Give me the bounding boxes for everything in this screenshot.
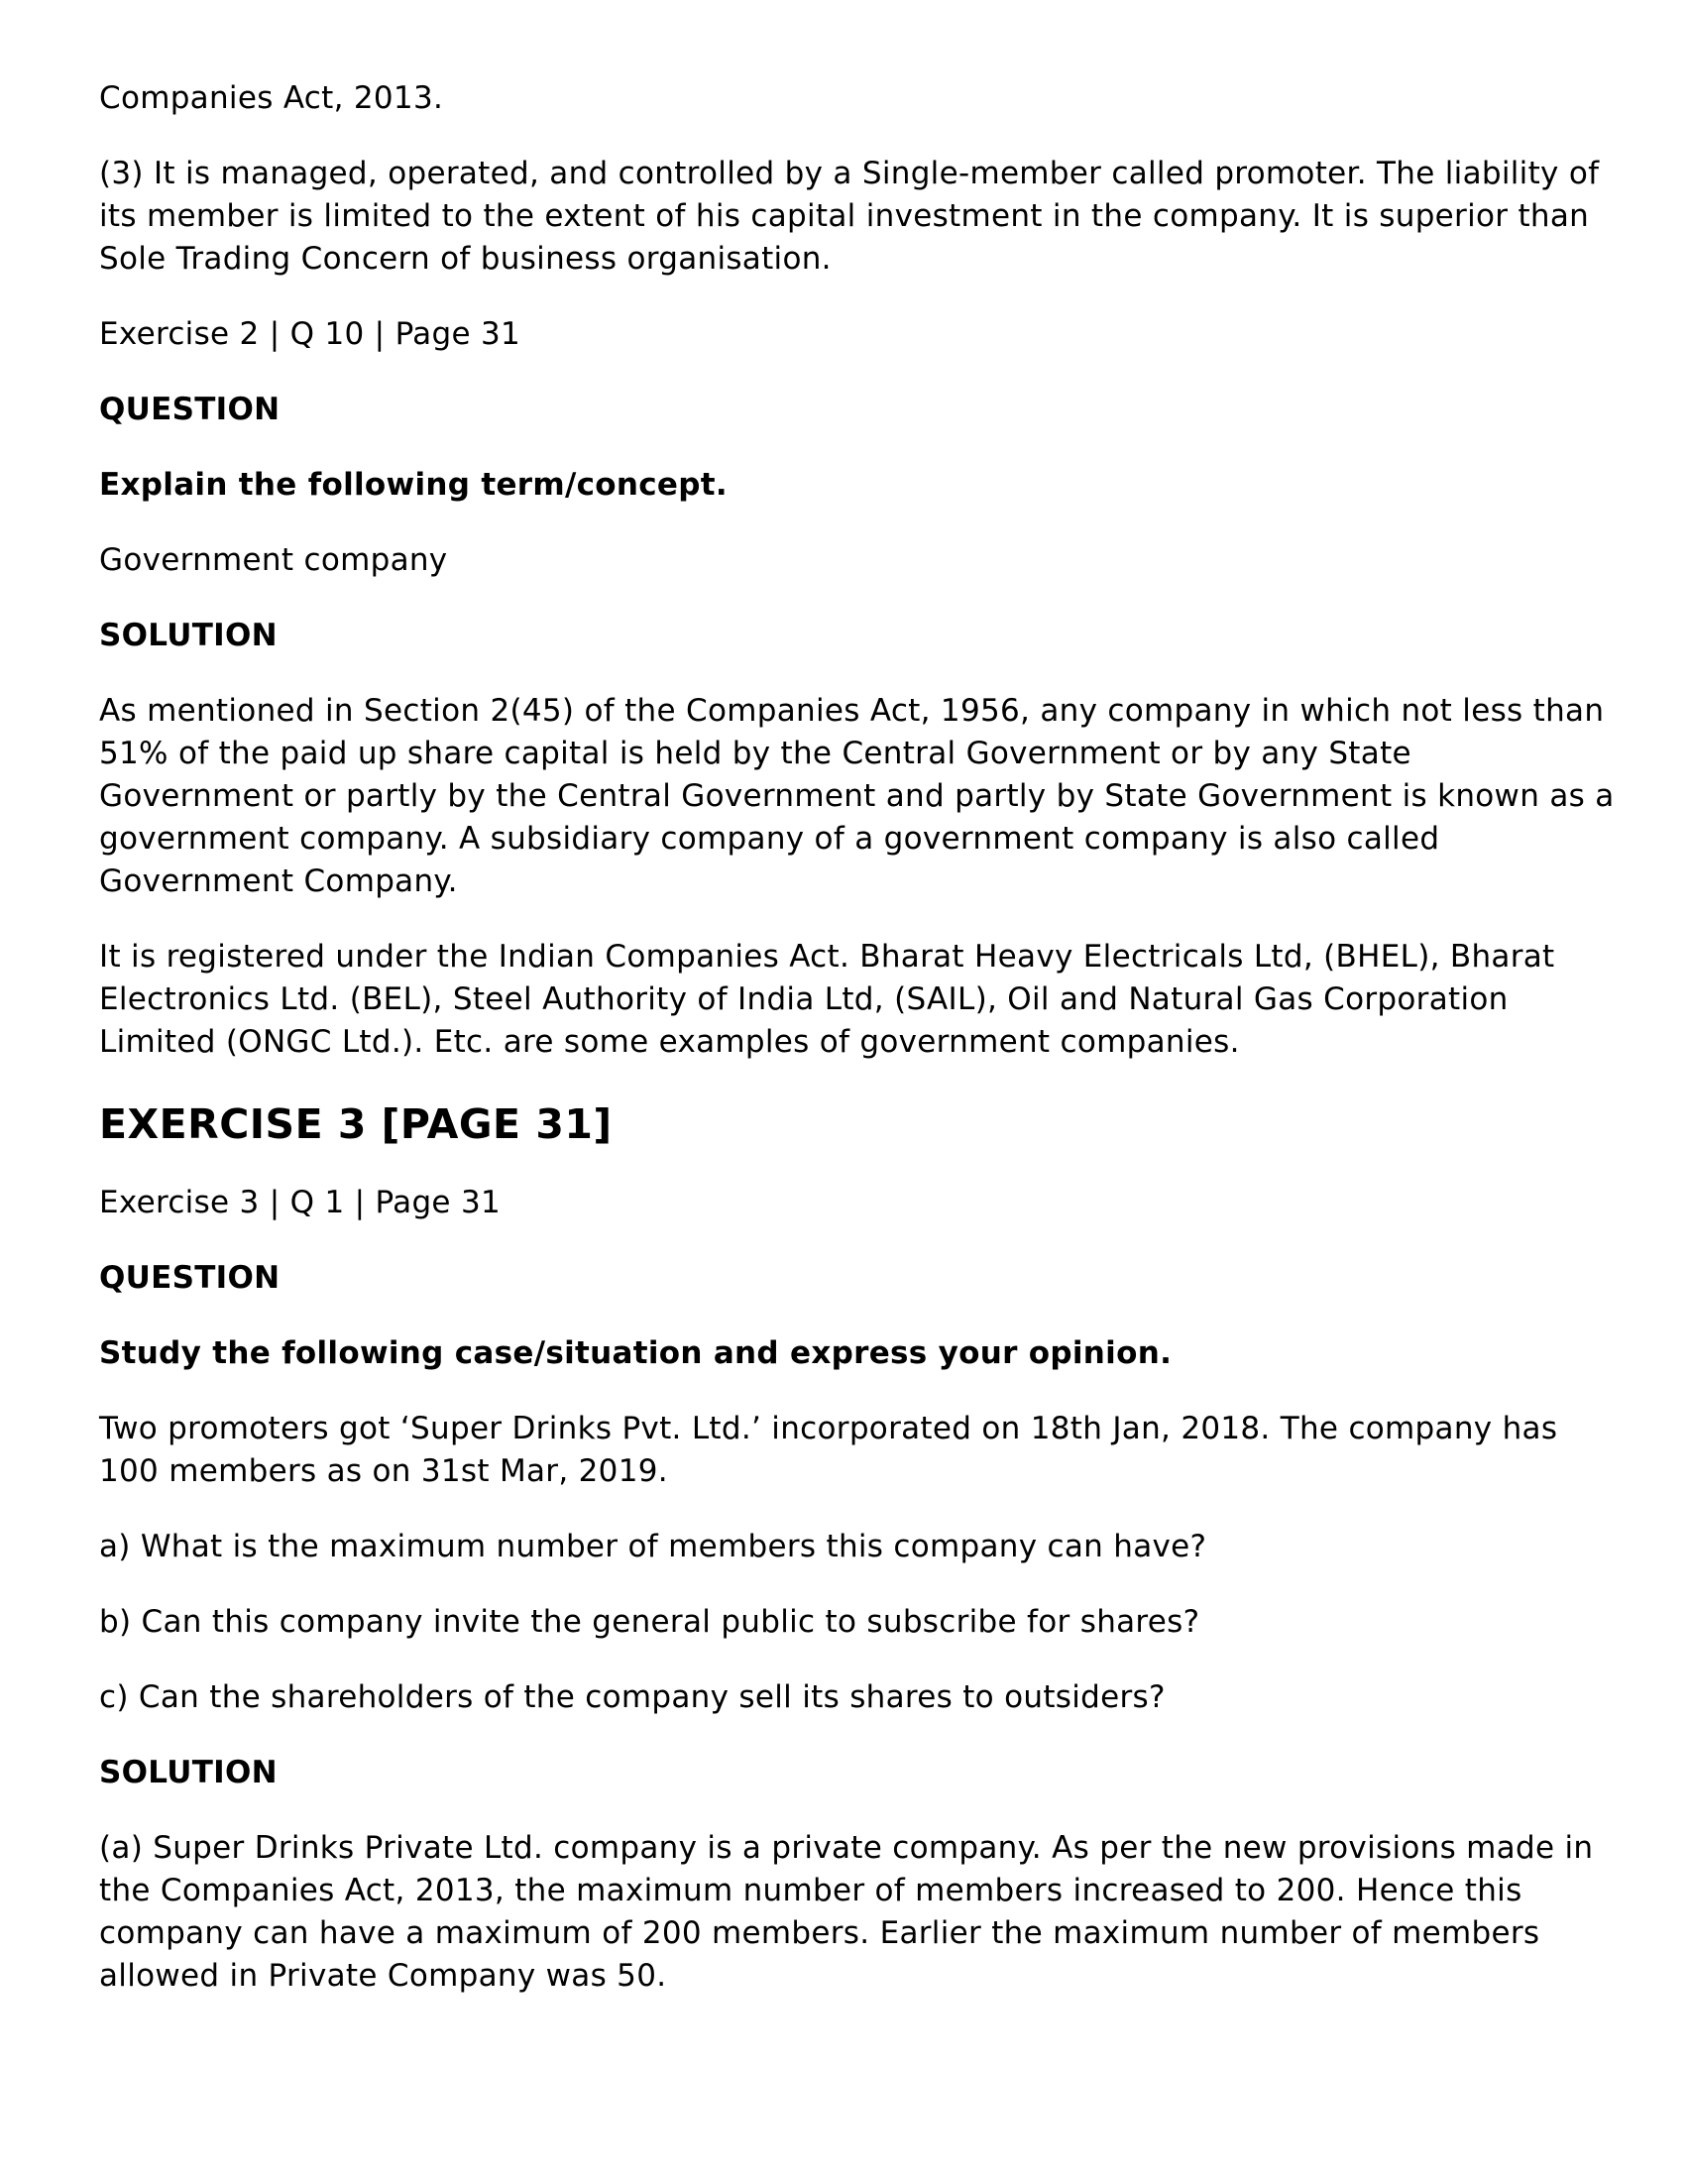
point-3-paragraph: (3) It is managed, operated, and controlled by a Single-member called promoter. The liability of its member is limited to the extent of his capital investment in the company. It is superior than Sole Trading Concern of business organisation.: [99, 156, 1600, 277]
exercise-2-q10-reference: Exercise 2 | Q 10 | Page 31: [99, 316, 521, 352]
question-term: Government company: [99, 542, 448, 578]
question-prompt: Study the following case/situation and express your opinion.: [99, 1335, 1173, 1371]
sub-question-c: c) Can the shareholders of the company sell its shares to outsiders?: [99, 1679, 1166, 1715]
exercise-3-heading: EXERCISE 3 [PAGE 31]: [99, 1100, 613, 1148]
solution-a-paragraph: (a) Super Drinks Private Ltd. company is a private company. As per the new provisions made in the Companies Act, 2013, the maximum number of members increased to 200. Hence this company can have a maximum of 200 members. Earlier the maximum number of members allowed in Private Company was 50.: [99, 1830, 1594, 1994]
sub-question-b: b) Can this company invite the general public to subscribe for shares?: [99, 1604, 1200, 1640]
exercise-3-q1-reference: Exercise 3 | Q 1 | Page 31: [99, 1185, 502, 1220]
sub-question-a: a) What is the maximum number of members this company can have?: [99, 1529, 1207, 1564]
question-prompt: Explain the following term/concept.: [99, 467, 728, 503]
solution-paragraph-2: It is registered under the Indian Companies Act. Bharat Heavy Electricals Ltd, (BHEL), Bharat Electronics Ltd. (BEL), Steel Authority of India Ltd, (SAIL), Oil and Natural Gas Corporation Limited (ONGC Ltd.). Etc. are some examples of government companies.: [99, 939, 1555, 1060]
solution-heading: SOLUTION: [99, 618, 278, 653]
case-paragraph: Two promoters got ‘Super Drinks Pvt. Ltd.’ incorporated on 18th Jan, 2018. The company has 100 members as on 31st Mar, 2019.: [99, 1411, 1558, 1489]
question-heading: QUESTION: [99, 1260, 281, 1296]
document-page: [99, 77, 1616, 2030]
solution-paragraph-1: As mentioned in Section 2(45) of the Companies Act, 1956, any company in which not less than 51% of the paid up share capital is held by the Central Government or by any State Government or partly by the Central Government and partly by State Government is known as a government company. A subsidiary company of a government company is also called Government Company.: [99, 693, 1615, 899]
solution-heading: SOLUTION: [99, 1755, 278, 1790]
question-heading: QUESTION: [99, 392, 281, 427]
continuation-line: Companies Act, 2013.: [99, 80, 444, 116]
